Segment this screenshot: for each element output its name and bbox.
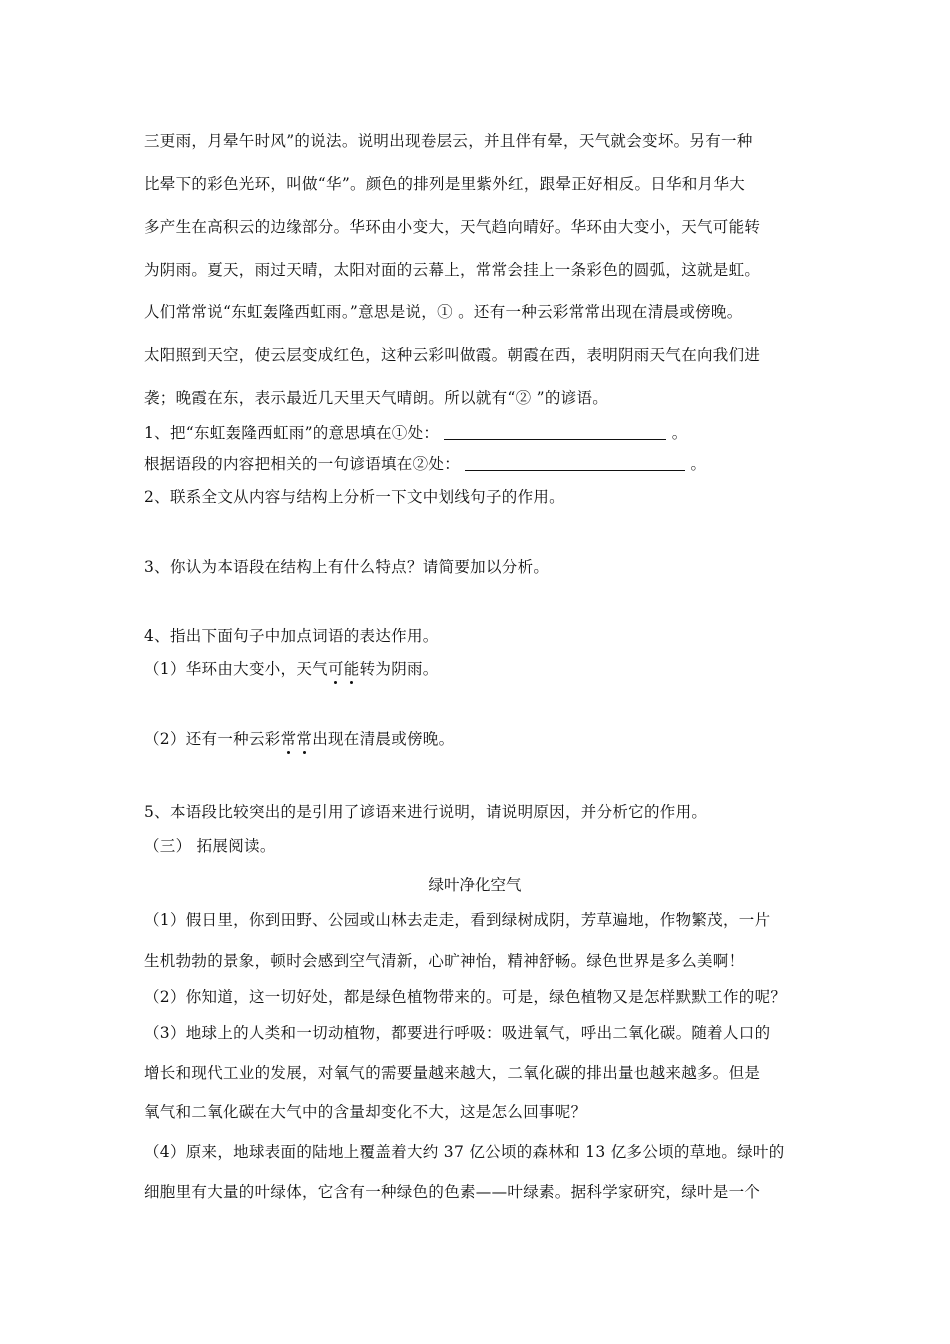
passage-line: 太阳照到天空，使云层变成红色，这种云彩叫做霞。朝霞在西，表明阴雨天气在向我们进 <box>144 346 761 364</box>
article-line: （4）原来，地球表面的陆地上覆盖着大约 37 亿公顷的森林和 13 亿多公顷的草地。绿叶的 <box>144 1143 785 1161</box>
article-line: （3）地球上的人类和一切动植物，都要进行呼吸：吸进氧气，呼出二氧化碳。随着人口的 <box>144 1024 771 1042</box>
passage-line: 为阴雨。夏天，雨过天晴，太阳对面的云幕上，常常会挂上一条彩色的圆弧，这就是虹。 <box>144 261 761 279</box>
passage-line: 多产生在高积云的边缘部分。华环由小变大，天气趋向晴好。华环由大变小，天气可能转 <box>144 218 761 236</box>
question-1a <box>144 421 688 443</box>
passage-line: 比晕下的彩色光环，叫做“华”。颜色的排列是里紫外红，跟晕正好相反。日华和月华大 <box>144 175 746 193</box>
dotted-word: 能 <box>343 660 360 678</box>
question-1b-suffix: 。 <box>690 455 707 473</box>
article-line: 氧气和二氧化碳在大气中的含量却变化不大，这是怎么回事呢？ <box>144 1103 587 1121</box>
passage-line: 袭；晚霞在东，表示最近几天里天气晴朗。所以就有“② ”的谚语。 <box>144 389 609 407</box>
question-4-1-pre: （1）华环由大变小，天气 <box>144 660 328 678</box>
question-1b-text: 根据语段的内容把相关的一句谚语填在②处： <box>144 455 461 473</box>
article-line: （1）假日里，你到田野、公园或山林去走走，看到绿树成阴，芳草遍地，作物繁茂，一片 <box>144 911 771 929</box>
dotted-word: 常 <box>280 730 297 748</box>
article-title: 绿叶净化空气 <box>428 876 522 894</box>
question-4-1 <box>144 657 439 679</box>
answer-blank-2[interactable] <box>465 456 685 471</box>
question-4-2 <box>144 727 454 749</box>
question-2: 2、联系全文从内容与结构上分析一下文中划线句子的作用。 <box>144 488 565 506</box>
article-line: 生机勃勃的景象，顿时会感到空气清新，心旷神怡，精神舒畅。绿色世界是多么美啊！ <box>144 952 745 970</box>
question-1b <box>144 452 706 474</box>
question-4-2-post: 出现在清晨或傍晚。 <box>312 730 455 748</box>
question-1a-suffix: 。 <box>671 424 688 442</box>
passage-line: 三更雨，月晕午时风”的说法。说明出现卷层云，并且伴有晕，天气就会变坏。另有一种 <box>144 132 753 150</box>
answer-blank-1[interactable] <box>444 425 666 440</box>
article-line: （2）你知道，这一切好处，都是绿色植物带来的。可是，绿色植物又是怎样默默工作的呢？ <box>144 988 787 1006</box>
question-4-2-pre: （2）还有一种云彩 <box>144 730 281 748</box>
passage-line: 人们常常说“东虹轰隆西虹雨。”意思是说，① 。还有一种云彩常常出现在清晨或傍晚。 <box>144 303 743 321</box>
article-line: 增长和现代工业的发展，对氧气的需要量越来越大，二氧化碳的排出量也越来越多。但是 <box>144 1064 761 1082</box>
dotted-word: 常 <box>296 730 313 748</box>
article-line: 细胞里有大量的叶绿体，它含有一种绿色的色素——叶绿素。据科学家研究，绿叶是一个 <box>144 1183 761 1201</box>
question-1a-text: 1、把“东虹轰隆西虹雨”的意思填在①处： <box>144 424 440 442</box>
question-5: 5、本语段比较突出的是引用了谚语来进行说明，请说明原因，并分析它的作用。 <box>144 803 708 821</box>
section-heading: （三） 拓展阅读。 <box>144 837 276 855</box>
question-4: 4、指出下面句子中加点词语的表达作用。 <box>144 627 439 645</box>
dotted-word: 可 <box>327 660 344 678</box>
question-4-1-post: 转为阴雨。 <box>359 660 439 678</box>
question-3: 3、你认为本语段在结构上有什么特点？请简要加以分析。 <box>144 558 550 576</box>
